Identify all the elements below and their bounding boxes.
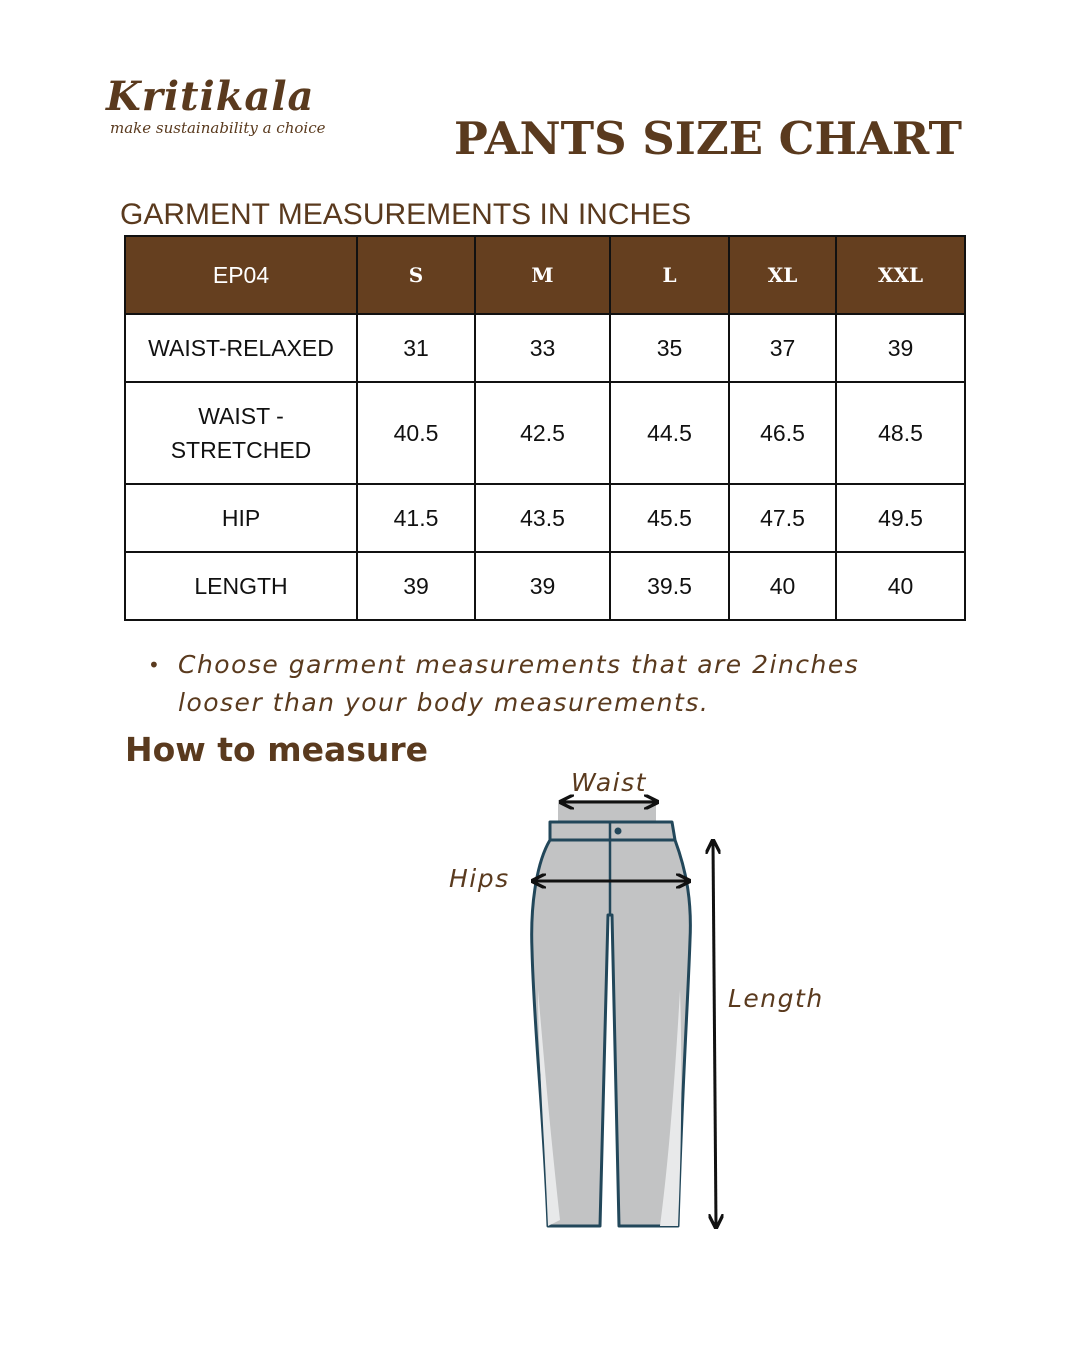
table-cell: 44.5	[610, 382, 729, 484]
bullet-icon: •	[148, 653, 162, 677]
size-header: XL	[729, 236, 836, 314]
table-cell: 39	[475, 552, 610, 620]
table-cell: 39.5	[610, 552, 729, 620]
row-label	[125, 382, 357, 484]
style-code-header: EP04	[125, 236, 357, 314]
table-cell: 47.5	[729, 484, 836, 552]
table-cell: 43.5	[475, 484, 610, 552]
table-cell: 39	[357, 552, 475, 620]
table-header-row	[125, 236, 965, 314]
hips-label: Hips	[449, 864, 510, 893]
page-title: PANTS SIZE CHART	[454, 112, 962, 165]
table-cell: 33	[475, 314, 610, 382]
table-cell: 40.5	[357, 382, 475, 484]
how-to-measure-heading: How to measure	[125, 730, 429, 769]
button-icon	[615, 828, 622, 835]
length-arrow	[713, 842, 716, 1226]
table-cell: 40	[836, 552, 965, 620]
table-cell: 48.5	[836, 382, 965, 484]
table-cell: 31	[357, 314, 475, 382]
row-label: HIP	[125, 484, 357, 552]
row-label-line: WAIST -	[198, 403, 284, 429]
table-cell: 39	[836, 314, 965, 382]
table-cell: 35	[610, 314, 729, 382]
size-header: S	[357, 236, 475, 314]
length-label: Length	[728, 984, 824, 1013]
section-heading: GARMENT MEASUREMENTS IN INCHES	[120, 198, 692, 231]
sizing-note	[148, 646, 948, 722]
table-cell: 42.5	[475, 382, 610, 484]
size-header: M	[475, 236, 610, 314]
pants-diagram-icon	[520, 790, 740, 1240]
brand-tagline: make sustainability a choice	[110, 119, 326, 137]
table-cell: 41.5	[357, 484, 475, 552]
table-row	[125, 314, 965, 382]
table-cell: 49.5	[836, 484, 965, 552]
row-label-line: STRETCHED	[170, 437, 312, 463]
size-header: XXL	[836, 236, 965, 314]
table-cell: 40	[729, 552, 836, 620]
row-label: LENGTH	[125, 552, 357, 620]
table-cell: 37	[729, 314, 836, 382]
waist-label: Waist	[571, 768, 647, 797]
sizing-note-text: Choose garment measurements that are 2inches looser than your body measurements.	[178, 650, 860, 717]
brand-logo	[106, 74, 325, 136]
table-row	[125, 484, 965, 552]
table-row	[125, 552, 965, 620]
table-row	[125, 382, 965, 484]
table-cell: 45.5	[610, 484, 729, 552]
row-label: WAIST-RELAXED	[125, 314, 357, 382]
brand-name: Kritikala	[106, 73, 315, 120]
table-cell: 46.5	[729, 382, 836, 484]
size-chart-table	[124, 235, 966, 621]
size-header: L	[610, 236, 729, 314]
